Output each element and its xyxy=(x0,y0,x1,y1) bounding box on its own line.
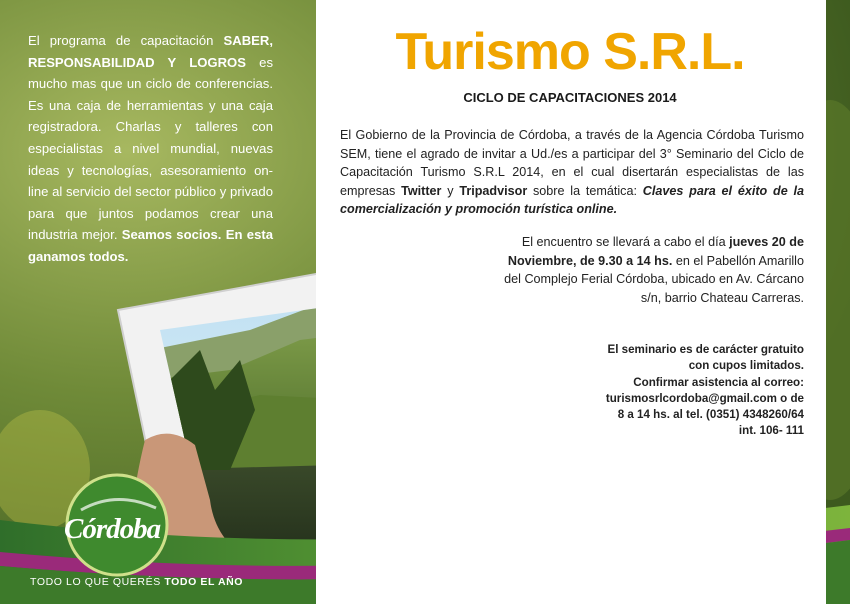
company-tripadvisor: Tripadvisor xyxy=(459,183,528,198)
tagline-part-b: TODO EL AÑO xyxy=(164,576,244,588)
ctpc-sub1: Cámara de Turismo de xyxy=(462,575,534,583)
contact-email[interactable]: turismosrlcordoba@gmail.com o de xyxy=(605,391,804,405)
event-date: jueves 20 de Noviembre, de 9.30 a 14 hs. xyxy=(507,235,804,268)
empleo-top: AGENCIA DE PROMOCION DEL xyxy=(564,568,639,575)
gob-line3: CÓRDOBA xyxy=(740,580,786,590)
venue-paragraph xyxy=(500,233,804,307)
p1-topic-label: sobre la temática: xyxy=(527,183,643,198)
sponsor-agencia-turismo xyxy=(624,565,688,591)
sponsor-ctpc xyxy=(442,565,537,591)
cordoba-wordmark: Córdoba xyxy=(64,513,161,545)
invitation-paragraph xyxy=(340,126,804,219)
agencia-label xyxy=(650,567,688,590)
seminar-topic: Claves para el éxito de la comercialización y promoción turística online. xyxy=(340,183,805,216)
gobierno-label xyxy=(740,566,796,590)
gob-line2: PROVINCIA DE xyxy=(740,573,787,581)
agencia-logo-icon xyxy=(624,567,646,589)
contact-extension: int. 106- 111 xyxy=(738,424,804,438)
ctpc-label xyxy=(462,566,537,591)
venue-address: en el Pabellón Amarillo del Complejo Ferial Córdoba, ubicado en Av. Cárcano s/n, barrio Chateau Carreras. xyxy=(504,253,804,305)
desc-body: es mucho mas que un ciclo de conferencias. Es una caja de herramientas y una caja registradora. Charlas y talleres con especialistas a nivel mundial, nuevas ideas y tecnologías, asesoramiento on-line al servicio del sector público y privado para que juntos podamos crear una industria mejor. xyxy=(28,54,273,243)
limited-note: con cupos limitados. xyxy=(688,359,804,373)
agencia-line1: AGENCIA xyxy=(650,565,684,575)
ctpc-logo-icon xyxy=(442,567,458,589)
contact-phone: 8 a 14 hs. al tel. (0351) 4348260/64 xyxy=(617,408,804,422)
coat-of-arms-icon xyxy=(716,567,736,589)
upc-logo-icon xyxy=(392,566,418,590)
program-name: SABER, RESPONSABILIDAD Y LOGROS xyxy=(28,33,273,70)
p1-intro: El Gobierno de la Provincia de Córdoba, a través de la Agencia Córdoba Turismo SEM, tiene el agrado de invitar a Ud./es a participar del 3° Seminario del Ciclo de Capacitación Turismo S.R.L 2014, en el cual disertarán especialistas de las empresas xyxy=(340,128,804,198)
event-subtitle: CICLO DE CAPACITACIONES 2014 xyxy=(463,90,677,105)
sponsor-upc xyxy=(392,565,418,591)
empleo-name: EMPLEO xyxy=(564,575,611,588)
agencia-line3: TURISMO xyxy=(650,580,685,590)
ctpc-sub2: la Provincia de Córdoba xyxy=(462,583,537,590)
brand-tagline xyxy=(30,576,243,588)
p2-intro: El encuentro se llevará a cabo el día xyxy=(521,235,730,249)
tagline-part-a: TODO LO QUE QUERÉS xyxy=(30,576,165,588)
gob-line1: GOBIERNO DE LA xyxy=(740,566,796,573)
ctpc-name: CTPC xyxy=(462,564,490,576)
upc-text: UPC xyxy=(396,575,414,584)
registration-info xyxy=(560,342,804,440)
p1-and: y xyxy=(441,183,460,198)
agencia-line2: CÓRDOBA xyxy=(650,573,688,583)
company-twitter: Twitter xyxy=(401,183,442,198)
confirm-label: Confirmar asistencia al correo: xyxy=(633,375,804,389)
desc-closing: Seamos socios. En esta ganamos todos. xyxy=(28,227,273,264)
program-description xyxy=(28,30,273,268)
event-title: Turismo S.R.L. xyxy=(395,23,745,81)
free-note: El seminario es de carácter gratuito xyxy=(607,343,804,356)
empleo-logo-icon xyxy=(536,566,560,590)
sponsor-gobierno xyxy=(716,565,796,591)
desc-intro: El programa de capacitación xyxy=(28,33,224,48)
